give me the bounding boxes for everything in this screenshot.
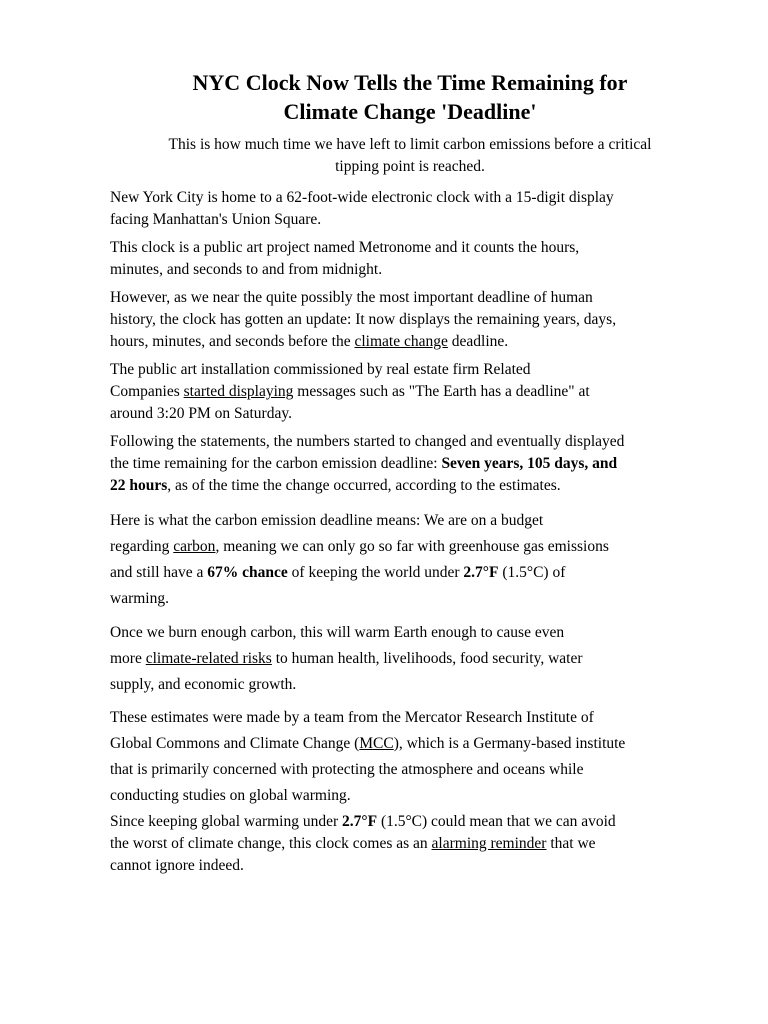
paragraph-installation: The public art installation commissioned by real estate firm Related Companies started displaying messages such as "The Earth has a deadline" at around 3:20 PM on Saturday. bbox=[110, 361, 590, 422]
document-page bbox=[110, 68, 710, 877]
paragraph-conclusion: Since keeping global warming under 2.7°F (1.5°C) could mean that we can avoid the worst of climate change, this clock comes as an alarming reminder that we cannot ignore indeed. bbox=[110, 813, 616, 874]
link-carbon[interactable]: carbon bbox=[173, 538, 216, 555]
title-line: Climate Change 'Deadline' bbox=[283, 99, 537, 124]
title-line: NYC Clock Now Tells the Time Remaining for bbox=[192, 70, 628, 95]
link-started-displaying[interactable]: started displaying bbox=[183, 383, 294, 400]
link-alarming-reminder[interactable]: alarming reminder bbox=[431, 835, 547, 852]
link-mcc[interactable]: MCC bbox=[359, 735, 394, 752]
paragraph-risks: Once we burn enough carbon, this will warm Earth enough to cause even more climate-related risks to human health, livelihoods, food security, water supply, and economic growth. bbox=[110, 624, 583, 693]
link-climate-related-risks[interactable]: climate-related risks bbox=[145, 650, 272, 667]
paragraph-carbon-budget: Here is what the carbon emission deadline means: We are on a budget regarding carbon, meaning we can only go so far with greenhouse gas emissions and still have a 67% chance of keeping the world under 2.7°F (1.5°C) of warming. bbox=[110, 512, 609, 607]
subtitle-line: This is how much time we have left to limit carbon emissions before a critical bbox=[168, 136, 652, 153]
paragraph-countdown: Following the statements, the numbers started to changed and eventually displayed the time remaining for the carbon emission deadline: Seven years, 105 days, and 22 hours, as of the time the change occurred, according to the estimates. bbox=[110, 433, 625, 494]
paragraph-mcc: These estimates were made by a team from the Mercator Research Institute of Global Commons and Climate Change (MCC), which is a Germany-based institute that is primarily concerned with protecting the atmosphere and oceans while conducting studies on global warming. bbox=[110, 709, 626, 804]
article-subtitle bbox=[110, 134, 710, 178]
link-climate-change[interactable]: climate change bbox=[354, 333, 448, 350]
paragraph-metronome: This clock is a public art project named Metronome and it counts the hours, minutes, and seconds to and from midnight. bbox=[110, 239, 580, 278]
subtitle-line: tipping point is reached. bbox=[335, 158, 485, 175]
paragraph-update: However, as we near the quite possibly the most important deadline of human history, the clock has gotten an update: It now displays the remaining years, days, hours, minutes, and seconds before the climate change deadline. bbox=[110, 289, 617, 350]
paragraph-clock-intro: New York City is home to a 62-foot-wide electronic clock with a 15-digit display facing Manhattan's Union Square. bbox=[110, 189, 614, 228]
article-title bbox=[110, 68, 710, 126]
